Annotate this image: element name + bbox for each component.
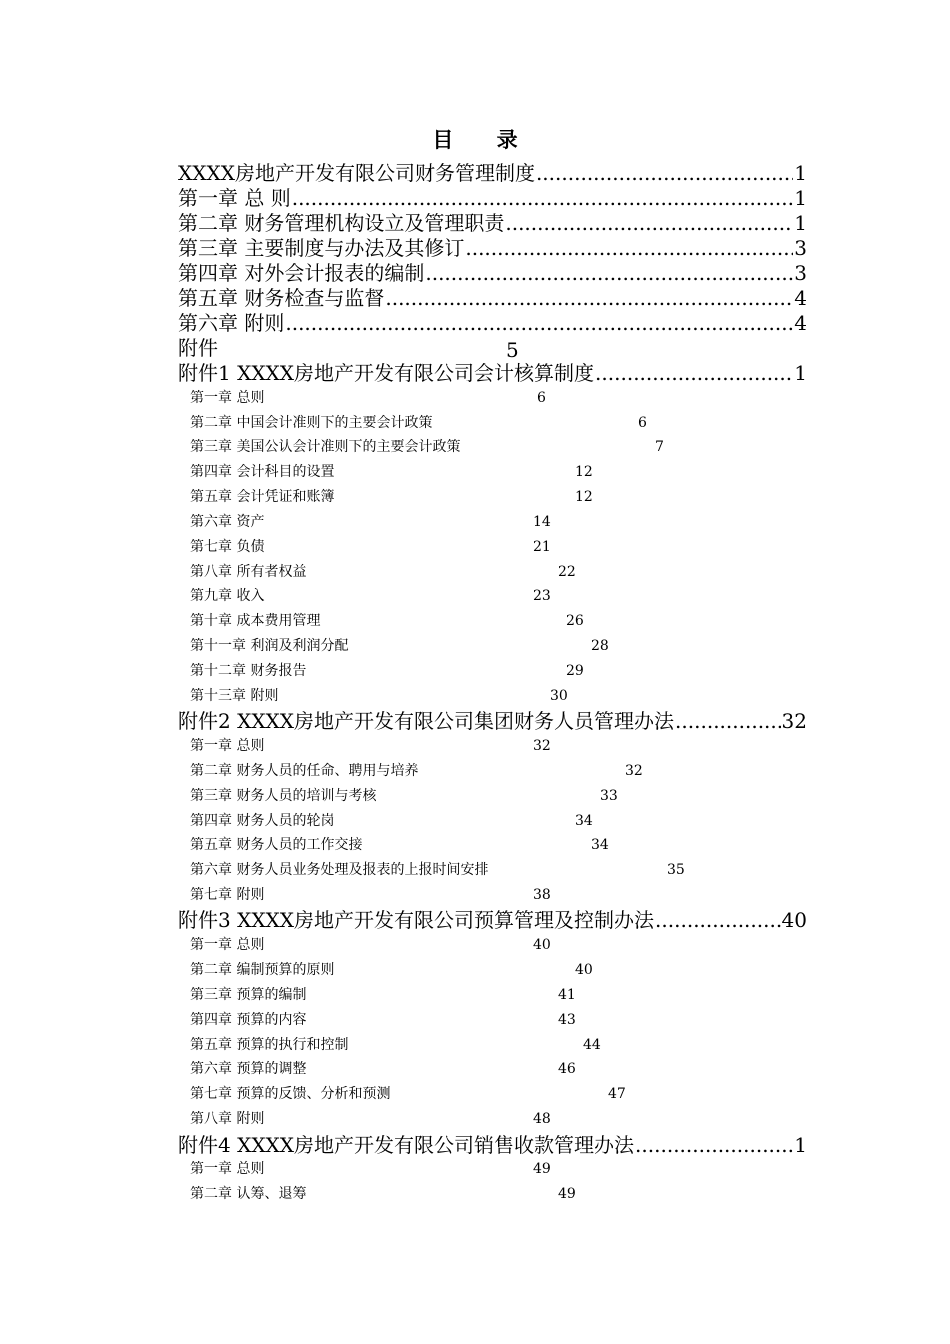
toc-entry-page: 40 — [781, 908, 807, 932]
toc-entry-page: 3 — [794, 236, 807, 260]
toc-entry-page: 1 — [794, 161, 807, 185]
toc-subentry-page: 32 — [625, 763, 643, 779]
toc-subentry-label[interactable]: 第八章 所有者权益 — [190, 564, 307, 580]
dot-leader — [425, 261, 793, 286]
toc-subentry-label[interactable]: 第五章 财务人员的工作交接 — [190, 837, 363, 853]
toc-subentry-page: 34 — [575, 813, 593, 829]
toc-entry-chapter[interactable] — [178, 261, 807, 286]
toc-entry-attachment[interactable] — [178, 709, 807, 734]
toc-entry-page: 1 — [794, 361, 807, 385]
toc-entry-chapter[interactable] — [178, 236, 807, 261]
toc-entry-label: 附件1 XXXX房地产开发有限公司会计核算制度 — [178, 361, 595, 385]
toc-entry-label: 附件3 XXXX房地产开发有限公司预算管理及控制办法 — [178, 908, 655, 932]
toc-entry-attachment[interactable] — [178, 361, 807, 386]
toc-subentry-page: 43 — [558, 1012, 576, 1028]
toc-entry-label: 第三章 主要制度与办法及其修订 — [178, 236, 465, 260]
toc-subentry-page: 22 — [558, 564, 576, 580]
toc-entry-chapter[interactable] — [178, 186, 807, 211]
toc-subentry-label[interactable]: 第三章 美国公认会计准则下的主要会计政策 — [190, 439, 461, 455]
toc-subentry-label[interactable]: 第四章 预算的内容 — [190, 1012, 307, 1028]
toc-subentry-label[interactable]: 第七章 负债 — [190, 539, 265, 555]
toc-subentry-label[interactable]: 第十三章 附则 — [190, 688, 279, 704]
dot-leader — [595, 361, 793, 386]
toc-entry-label: 附件2 XXXX房地产开发有限公司集团财务人员管理办法 — [178, 709, 675, 733]
toc-entry-page: 1 — [794, 1133, 807, 1157]
toc-entry-label: 第二章 财务管理机构设立及管理职责 — [178, 211, 505, 235]
toc-entry-page: 1 — [794, 211, 807, 235]
toc-subentry-page: 21 — [533, 539, 551, 555]
toc-subentry-page: 7 — [655, 439, 664, 455]
toc-entry-chapter[interactable] — [178, 311, 807, 336]
toc-subentry-label[interactable]: 第二章 认筹、退筹 — [190, 1186, 307, 1202]
toc-subentry-label[interactable]: 第六章 预算的调整 — [190, 1061, 307, 1077]
toc-subentry-page: 29 — [566, 663, 584, 679]
toc-subentry-label[interactable]: 第十章 成本费用管理 — [190, 613, 321, 629]
page-title: 目 录 — [432, 127, 536, 152]
toc-subentry-label[interactable]: 第七章 预算的反馈、分析和预测 — [190, 1086, 391, 1102]
toc-subentry-page: 33 — [600, 788, 618, 804]
toc-entry-label: XXXX房地产开发有限公司财务管理制度 — [178, 161, 535, 185]
toc-subentry-label[interactable]: 第十一章 利润及利润分配 — [190, 638, 349, 654]
toc-subentry-page: 48 — [533, 1111, 551, 1127]
toc-subentry-page: 6 — [537, 390, 546, 406]
toc-subentry-page: 32 — [533, 738, 551, 754]
toc-subentry-label[interactable]: 第一章 总则 — [190, 937, 265, 953]
toc-entry-page: 32 — [781, 709, 807, 733]
toc-subentry-label[interactable]: 第四章 财务人员的轮岗 — [190, 813, 335, 829]
toc-subentry-page: 12 — [575, 489, 593, 505]
toc-subentry-label[interactable]: 第三章 财务人员的培训与考核 — [190, 788, 377, 804]
toc-entry-attachment[interactable] — [178, 1133, 807, 1158]
toc-subentry-page: 40 — [533, 937, 551, 953]
toc-subentry-label[interactable]: 第三章 预算的编制 — [190, 987, 307, 1003]
dot-leader — [505, 211, 793, 236]
toc-entry-page: 4 — [794, 311, 807, 335]
toc-subentry-label[interactable]: 第四章 会计科目的设置 — [190, 464, 335, 480]
toc-entry-label: 第四章 对外会计报表的编制 — [178, 261, 425, 285]
dot-leader — [536, 161, 793, 186]
dot-leader — [292, 186, 794, 211]
toc-subentry-page: 12 — [575, 464, 593, 480]
toc-subentry-page: 30 — [550, 688, 568, 704]
toc-entry-page: 1 — [794, 186, 807, 210]
dot-leader — [385, 286, 793, 311]
toc-subentry-label[interactable]: 第十二章 财务报告 — [190, 663, 307, 679]
toc-subentry-page: 38 — [533, 887, 551, 903]
toc-subentry-page: 40 — [575, 962, 593, 978]
toc-subentry-page: 6 — [638, 415, 647, 431]
toc-subentry-label[interactable]: 第七章 附则 — [190, 887, 265, 903]
toc-subentry-page: 23 — [533, 588, 551, 604]
toc-subentry-page: 41 — [558, 987, 576, 1003]
toc-entry-label: 第一章 总 则 — [178, 186, 291, 210]
toc-subentry-label[interactable]: 第五章 预算的执行和控制 — [190, 1037, 349, 1053]
toc-subentry-page: 47 — [608, 1086, 626, 1102]
toc-entry-label: 附件4 XXXX房地产开发有限公司销售收款管理办法 — [178, 1133, 635, 1157]
toc-entry-attachment[interactable] — [178, 908, 807, 933]
toc-subentry-label[interactable]: 第六章 资产 — [190, 514, 265, 530]
toc-subentry-label[interactable]: 第二章 财务人员的任命、聘用与培养 — [190, 763, 419, 779]
toc-subentry-label[interactable]: 第八章 附则 — [190, 1111, 265, 1127]
toc-subentry-page: 35 — [667, 862, 685, 878]
dot-leader — [635, 1133, 793, 1158]
toc-subentry-page: 46 — [558, 1061, 576, 1077]
toc-entry-label: 第五章 财务检查与监督 — [178, 286, 385, 310]
toc-subentry-label[interactable]: 第一章 总则 — [190, 1161, 265, 1177]
toc-subentry-label[interactable]: 第五章 会计凭证和账簿 — [190, 489, 335, 505]
toc-subentry-label[interactable]: 第六章 财务人员业务处理及报表的上报时间安排 — [190, 862, 489, 878]
toc-subentry-page: 28 — [591, 638, 609, 654]
toc-subentry-page: 26 — [566, 613, 584, 629]
toc-entry-appendix[interactable]: 附件 — [178, 336, 218, 360]
toc-entry-chapter[interactable] — [178, 286, 807, 311]
toc-entry-page: 5 — [506, 338, 519, 362]
toc-entry-page: 4 — [794, 286, 807, 310]
toc-subentry-label[interactable]: 第一章 总则 — [190, 738, 265, 754]
toc-entry-main[interactable] — [178, 161, 807, 186]
toc-entry-page: 3 — [794, 261, 807, 285]
dot-leader — [675, 709, 781, 734]
toc-subentry-label[interactable]: 第一章 总则 — [190, 390, 265, 406]
toc-entry-label: 第六章 附则 — [178, 311, 285, 335]
toc-subentry-page: 34 — [591, 837, 609, 853]
dot-leader — [285, 311, 793, 336]
toc-subentry-page: 44 — [583, 1037, 601, 1053]
toc-subentry-label[interactable]: 第九章 收入 — [190, 588, 265, 604]
toc-subentry-page: 49 — [558, 1186, 576, 1202]
dot-leader — [655, 908, 781, 933]
toc-subentry-label[interactable]: 第二章 中国会计准则下的主要会计政策 — [190, 415, 433, 431]
toc-subentry-label[interactable]: 第二章 编制预算的原则 — [190, 962, 335, 978]
toc-entry-chapter[interactable] — [178, 211, 807, 236]
toc-subentry-page: 14 — [533, 514, 551, 530]
toc-subentry-page: 49 — [533, 1161, 551, 1177]
dot-leader — [465, 236, 793, 261]
